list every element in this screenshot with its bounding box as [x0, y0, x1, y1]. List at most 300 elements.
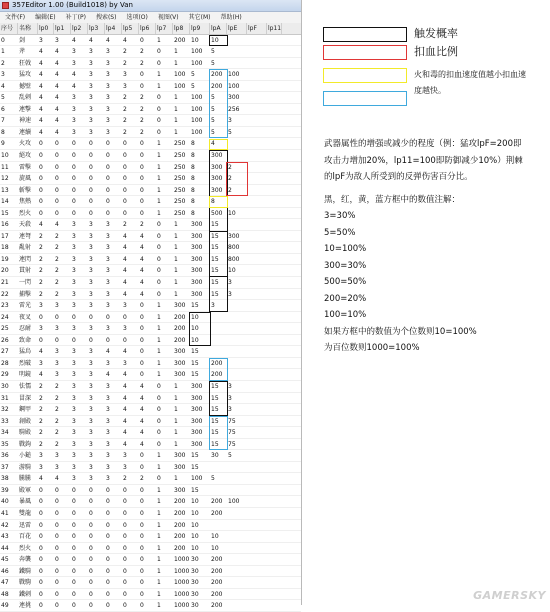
table-row[interactable]	[0, 358, 301, 370]
column-header[interactable]: lp4	[105, 23, 122, 34]
table-cell	[227, 600, 247, 611]
table-row[interactable]	[0, 265, 301, 277]
table-cell: 3	[89, 267, 93, 275]
table-cell: 10	[191, 498, 199, 506]
table-cell: 1	[174, 394, 178, 402]
table-cell: 2	[140, 221, 144, 229]
table-cell: 5	[211, 48, 215, 56]
table-cell: 4	[123, 382, 127, 390]
column-header[interactable]: lp5	[122, 23, 139, 34]
table-cell: 3	[55, 325, 59, 333]
table-row[interactable]	[0, 289, 301, 301]
table-cell: 8	[1, 128, 5, 136]
table-cell: 3	[72, 394, 76, 402]
table-cell: 雷光	[19, 302, 32, 310]
table-cell: 0	[123, 544, 127, 552]
table-cell: 1	[157, 521, 161, 529]
table-cell: 猛攻	[19, 71, 32, 79]
table-cell: 鐵刺	[19, 590, 32, 598]
table-cell: 30	[211, 452, 219, 460]
table-cell: 0	[89, 163, 93, 171]
menu-other[interactable]: 其它(M)	[188, 14, 211, 21]
table-cell	[227, 346, 247, 357]
table-cell: 3	[106, 255, 110, 263]
table-cell: 15	[211, 232, 219, 240]
table-cell: 300	[228, 232, 240, 240]
table-cell: 4	[39, 48, 43, 56]
table-cell: 3	[89, 105, 93, 113]
column-header[interactable]: 序号	[0, 23, 18, 34]
table-cell: 22	[1, 290, 9, 298]
table-row[interactable]	[0, 162, 301, 174]
table-row[interactable]	[0, 115, 301, 127]
table-cell: 3	[123, 325, 127, 333]
table-cell: 3	[72, 221, 76, 229]
table-cell: 15	[1, 209, 9, 217]
table-row[interactable]	[0, 46, 301, 58]
table-cell: 3	[123, 452, 127, 460]
table-cell: 3	[89, 463, 93, 471]
table-cell: 0	[106, 152, 110, 160]
table-cell: 鐵騎	[19, 567, 32, 575]
table-cell: 0	[157, 105, 161, 113]
table-cell: 15	[191, 486, 199, 494]
table-cell: 2	[55, 232, 59, 240]
table-cell: 15	[211, 417, 219, 425]
table-row[interactable]	[0, 393, 301, 405]
table-cell: 3	[228, 394, 232, 402]
table-cell: 30	[191, 567, 199, 575]
table-cell: 0	[89, 186, 93, 194]
table-cell: 0	[39, 567, 43, 575]
table-row[interactable]	[0, 485, 301, 497]
table-cell: 1	[157, 371, 161, 379]
table-cell: 3	[89, 394, 93, 402]
table-row[interactable]	[0, 346, 301, 358]
table-cell	[227, 508, 247, 519]
table-row[interactable]	[0, 323, 301, 335]
table-cell: 300	[191, 394, 203, 402]
table-row[interactable]	[0, 473, 301, 485]
table-cell: 4	[106, 36, 110, 44]
table-cell: 300	[191, 244, 203, 252]
table-cell: 3	[228, 117, 232, 125]
table-cell: 15	[211, 290, 219, 298]
table-cell: 乱刺	[19, 94, 32, 102]
table-cell: 10	[228, 209, 236, 217]
note-line: 5=50%	[324, 227, 356, 238]
table-cell: 0	[55, 186, 59, 194]
table-cell: 2	[55, 279, 59, 287]
table-row[interactable]	[0, 58, 301, 70]
table-cell: 游騎	[19, 463, 32, 471]
table-row[interactable]	[0, 185, 301, 197]
table-cell: 15	[211, 382, 219, 390]
table-cell: 捕擊	[19, 290, 32, 298]
table-cell: 0	[140, 152, 144, 160]
table-cell: 0	[89, 152, 93, 160]
table-cell: 250	[174, 140, 186, 148]
table-cell: 1	[174, 417, 178, 425]
table-row[interactable]	[0, 138, 301, 150]
table-cell: 0	[72, 602, 76, 610]
menu-help[interactable]: 帮助(H)	[220, 14, 242, 21]
table-cell: 3	[106, 221, 110, 229]
table-row[interactable]	[0, 242, 301, 254]
table-cell: 0	[39, 509, 43, 517]
column-header[interactable]: lp3	[88, 23, 105, 34]
table-cell: 連續	[19, 128, 32, 136]
table-cell: 3	[72, 371, 76, 379]
menu-search[interactable]: 搜索(S)	[95, 14, 117, 21]
table-cell: 1000	[174, 590, 190, 598]
table-cell: 迅雷	[19, 521, 32, 529]
table-row[interactable]	[0, 496, 301, 508]
table-cell: 3	[72, 429, 76, 437]
column-header[interactable]: lp1	[54, 23, 71, 34]
table-row[interactable]	[0, 439, 301, 451]
column-header[interactable]: lp11	[268, 25, 282, 32]
table-cell: 3	[106, 452, 110, 460]
table-cell: 0	[123, 498, 127, 506]
table-cell: 100	[228, 498, 240, 506]
table-cell: 300	[211, 175, 223, 183]
table-cell: 3	[72, 279, 76, 287]
table-cell: 10	[191, 325, 199, 333]
table-row[interactable]	[0, 92, 301, 104]
table-row[interactable]	[0, 231, 301, 243]
table-cell: 3	[72, 267, 76, 275]
table-cell: 猛烏	[19, 348, 32, 356]
table-cell: 2	[39, 406, 43, 414]
table-cell: 200	[211, 498, 223, 506]
column-header[interactable]: 名称	[18, 23, 38, 34]
table-cell: 3	[89, 128, 93, 136]
note-line: 黑，红，黄，蓝方框中的数值注解：	[324, 194, 461, 205]
table-row[interactable]	[0, 520, 301, 532]
table-cell: 5	[211, 128, 215, 136]
table-cell	[227, 369, 247, 380]
table-cell: 2	[123, 59, 127, 67]
table-cell: 1	[157, 71, 161, 79]
table-cell: 0	[1, 36, 5, 44]
table-cell: 1	[157, 336, 161, 344]
table-cell: 23	[1, 302, 9, 310]
table-row[interactable]	[0, 150, 301, 162]
table-cell: 10	[191, 36, 199, 44]
table-cell: 2	[123, 221, 127, 229]
column-header[interactable]: lp6	[139, 23, 156, 34]
table-cell: 3	[106, 105, 110, 113]
table-cell: 2	[55, 394, 59, 402]
table-cell: 2	[140, 59, 144, 67]
table-row[interactable]	[0, 508, 301, 520]
table-row[interactable]	[0, 566, 301, 578]
table-cell: 0	[157, 59, 161, 67]
table-cell: 0	[55, 579, 59, 587]
note-line: 300=30%	[324, 260, 367, 271]
table-cell: 0	[72, 556, 76, 564]
table-cell: 4	[55, 105, 59, 113]
table-cell: 3	[106, 325, 110, 333]
table-cell: 30	[191, 602, 199, 610]
table-row[interactable]	[0, 35, 301, 47]
table-cell: 3	[106, 382, 110, 390]
table-cell: 0	[89, 498, 93, 506]
table-cell: 0	[55, 556, 59, 564]
table-cell: 300	[191, 429, 203, 437]
legend-yellow-label: 火和毒的扣血速度值越小扣血速	[414, 70, 526, 79]
table-cell: 0	[123, 521, 127, 529]
table-cell: 5	[191, 71, 195, 79]
table-cell: 致命	[19, 336, 32, 344]
title-bar[interactable]	[0, 0, 301, 12]
table-row[interactable]	[0, 127, 301, 139]
table-cell: 4	[123, 36, 127, 44]
table-row[interactable]	[0, 531, 301, 543]
table-cell: 0	[157, 244, 161, 252]
table-cell	[227, 219, 247, 230]
table-cell: 暴風	[19, 498, 32, 506]
table-cell: 3	[55, 463, 59, 471]
data-table	[0, 23, 301, 612]
table-cell: 連弩	[19, 232, 32, 240]
column-header[interactable]: lpF	[247, 23, 267, 34]
table-cell: 0	[72, 186, 76, 194]
table-cell: 3	[55, 452, 59, 460]
menu-patch[interactable]: 补丁(P)	[65, 14, 86, 21]
table-cell: 1	[174, 94, 178, 102]
table-cell: 3	[106, 440, 110, 448]
table-cell: 3	[89, 325, 93, 333]
table-cell: 200	[211, 579, 223, 587]
table-cell: 3	[72, 417, 76, 425]
table-cell: 騎殿	[19, 429, 32, 437]
table-cell: 1	[1, 48, 5, 56]
table-cell: 100	[228, 82, 240, 90]
table-row[interactable]	[0, 335, 301, 347]
app-icon	[2, 2, 9, 9]
table-row[interactable]	[0, 404, 301, 416]
table-cell: 0	[72, 544, 76, 552]
table-row[interactable]	[0, 600, 301, 612]
table-cell: 0	[123, 175, 127, 183]
table-cell: 3	[39, 36, 43, 44]
table-cell: 0	[55, 313, 59, 321]
table-cell: 2	[123, 128, 127, 136]
table-cell: 0	[140, 336, 144, 344]
table-row[interactable]	[0, 254, 301, 266]
table-cell	[227, 138, 247, 149]
table-cell: 3	[89, 221, 93, 229]
table-cell: 13	[1, 186, 9, 194]
table-cell: 0	[140, 82, 144, 90]
table-cell: 15	[211, 267, 219, 275]
table-row[interactable]	[0, 369, 301, 381]
table-cell: 創殿	[19, 417, 32, 425]
table-cell: 30	[191, 579, 199, 587]
table-cell: 2	[55, 440, 59, 448]
table-cell: 0	[55, 336, 59, 344]
table-cell: 0	[89, 544, 93, 552]
table-cell: 0	[140, 452, 144, 460]
table-cell: 49	[1, 602, 9, 610]
table-row[interactable]	[0, 554, 301, 566]
table-cell	[227, 312, 247, 323]
table-row[interactable]	[0, 462, 301, 474]
table-cell: 0	[157, 221, 161, 229]
note-line: 10=100%	[324, 244, 367, 254]
table-row[interactable]	[0, 589, 301, 601]
table-cell: 15	[191, 302, 199, 310]
table-cell: 4	[140, 440, 144, 448]
table-cell	[210, 335, 227, 346]
table-cell: 1000	[174, 567, 190, 575]
table-cell: 1	[157, 313, 161, 321]
table-cell: 3	[106, 244, 110, 252]
table-cell: 明鏡	[19, 371, 32, 379]
table-cell: 3	[123, 359, 127, 367]
table-row[interactable]	[0, 450, 301, 462]
table-cell: 2	[39, 394, 43, 402]
table-row[interactable]	[0, 277, 301, 289]
table-cell: 0	[89, 533, 93, 541]
table-cell: 0	[89, 567, 93, 575]
table-cell: 3	[106, 394, 110, 402]
table-cell: 16	[1, 221, 9, 229]
table-cell: 12	[1, 175, 9, 183]
table-cell: 250	[174, 198, 186, 206]
note-line: 武器属性的增强或减少的程度（例：猛攻lpF=200即	[324, 139, 522, 149]
table-cell: 4	[140, 267, 144, 275]
table-cell: 0	[72, 486, 76, 494]
table-row[interactable]	[0, 577, 301, 589]
note-line: 500=50%	[324, 277, 367, 287]
table-cell: 300	[191, 279, 203, 287]
table-cell: 3	[89, 429, 93, 437]
table-cell: 3	[89, 371, 93, 379]
table-row[interactable]	[0, 104, 301, 116]
table-cell: 1	[157, 348, 161, 356]
table-cell: 3	[228, 382, 232, 390]
table-cell: 250	[174, 175, 186, 183]
table-cell: 100	[191, 475, 203, 483]
table-cell: 3	[72, 94, 76, 102]
table-row[interactable]	[0, 416, 301, 428]
column-header[interactable]: lpE	[227, 23, 247, 34]
legend-red-box	[323, 45, 407, 60]
table-row[interactable]	[0, 219, 301, 231]
table-cell: 0	[140, 544, 144, 552]
table-cell: 1	[174, 244, 178, 252]
table-cell: 忍耐	[19, 325, 32, 333]
table-cell: 0	[72, 498, 76, 506]
table-row[interactable]	[0, 173, 301, 185]
table-row[interactable]	[0, 312, 301, 324]
table-cell: 3	[72, 105, 76, 113]
table-row[interactable]	[0, 196, 301, 208]
table-cell	[210, 520, 227, 531]
column-header[interactable]: lp9	[190, 23, 210, 34]
table-cell: 300	[191, 255, 203, 263]
menu-options[interactable]: 选项(O)	[126, 14, 148, 21]
table-cell: 4	[39, 82, 43, 90]
table-cell: 0	[89, 486, 93, 494]
table-cell: 0	[106, 313, 110, 321]
table-cell: 3	[72, 244, 76, 252]
table-cell: 0	[157, 232, 161, 240]
table-cell: 200	[174, 521, 186, 529]
table-row[interactable]	[0, 69, 301, 81]
table-cell: 2	[123, 48, 127, 56]
table-cell: 100	[191, 128, 203, 136]
table-cell: 4	[123, 406, 127, 414]
table-cell: 2	[55, 267, 59, 275]
table-cell: 200	[174, 498, 186, 506]
table-cell: 3	[89, 82, 93, 90]
menu-file[interactable]: 文件(F)	[5, 14, 26, 21]
table-cell: 15	[191, 371, 199, 379]
table-cell: 1	[174, 382, 178, 390]
table-row[interactable]	[0, 381, 301, 393]
table-cell: 0	[157, 279, 161, 287]
column-header[interactable]: lp2	[71, 23, 88, 34]
table-cell: 0	[106, 544, 110, 552]
table-cell: 0	[55, 567, 59, 575]
table-cell: 0	[140, 325, 144, 333]
table-cell: 小鎚	[19, 452, 32, 460]
table-cell: 200	[174, 325, 186, 333]
column-header[interactable]: lp0	[38, 23, 54, 34]
table-cell: 1	[174, 59, 178, 67]
table-cell: 4	[1, 82, 5, 90]
table-cell: 3	[89, 244, 93, 252]
table-cell: 10	[191, 509, 199, 517]
table-cell: 1	[174, 221, 178, 229]
column-header[interactable]: lpA	[210, 23, 227, 34]
table-cell: 8	[191, 152, 195, 160]
table-cell: 2	[39, 417, 43, 425]
menu-edit[interactable]: 编辑(E)	[35, 14, 56, 21]
table-cell: 30	[191, 556, 199, 564]
table-cell: 0	[140, 590, 144, 598]
legend-yellow-box	[323, 68, 407, 83]
table-cell: 3	[72, 325, 76, 333]
table-row[interactable]	[0, 543, 301, 555]
table-cell: 3	[106, 232, 110, 240]
table-cell: 0	[140, 371, 144, 379]
menu-view[interactable]: 视图(V)	[157, 14, 179, 21]
table-cell: 48	[1, 590, 9, 598]
table-cell: 1	[174, 429, 178, 437]
table-cell: 0	[140, 140, 144, 148]
table-cell: 43	[1, 533, 9, 541]
table-row[interactable]	[0, 427, 301, 439]
column-header[interactable]: lp8	[173, 23, 190, 34]
table-cell: 15	[211, 440, 219, 448]
table-cell: 1	[157, 544, 161, 552]
table-row[interactable]	[0, 300, 301, 312]
table-cell: 3	[89, 94, 93, 102]
column-header[interactable]: lp7	[156, 23, 173, 34]
table-row[interactable]	[0, 81, 301, 93]
table-cell: 15	[211, 406, 219, 414]
table-cell: 0	[39, 590, 43, 598]
table-cell: 1	[174, 255, 178, 263]
table-row[interactable]	[0, 208, 301, 220]
table-cell: 1	[157, 163, 161, 171]
table-cell: 26	[1, 336, 9, 344]
